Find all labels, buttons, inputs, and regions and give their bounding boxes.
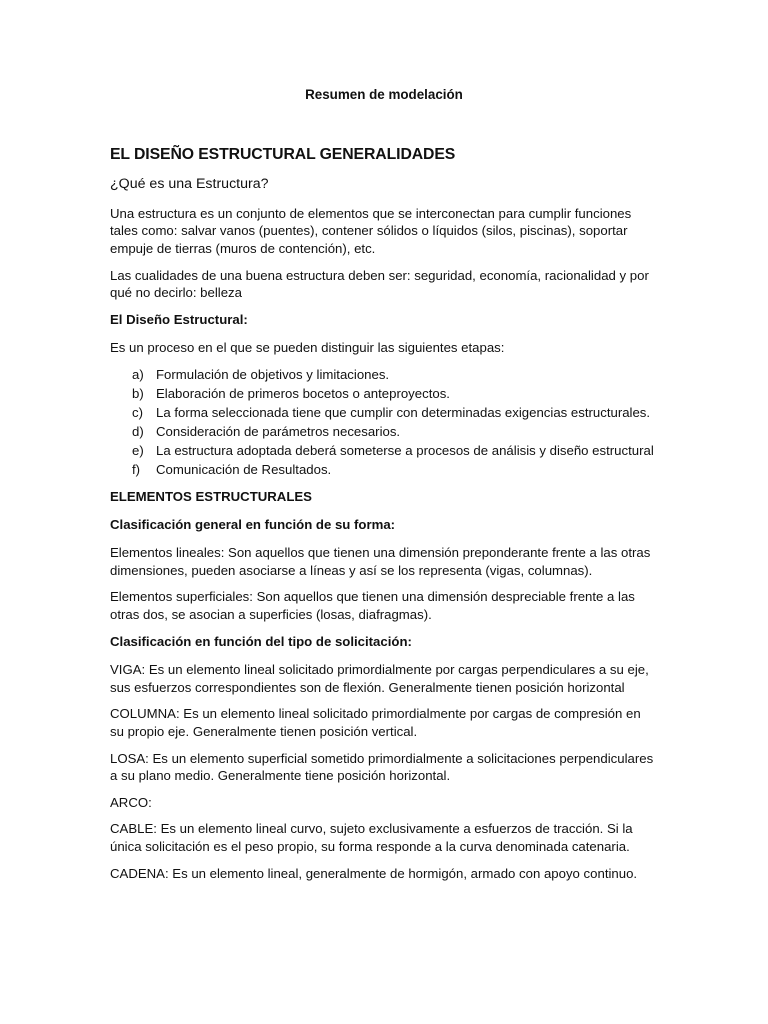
list-item-text: Formulación de objetivos y limitaciones.: [156, 366, 390, 382]
paragraph-arco: ARCO:: [110, 794, 152, 810]
list-item-text: La forma seleccionada tiene que cumplir con determinadas exigencias estructurales.: [156, 405, 651, 421]
list-item: [132, 423, 658, 441]
elements-heading: ELEMENTOS ESTRUCTURALES: [110, 489, 312, 504]
stages-list: [110, 366, 658, 479]
paragraph-losa: LOSA: Es un elemento superficial sometido primordialmente a solicitaciones perpendiculares a su plano medio. Generalmente tiene posición horizontal.: [110, 750, 654, 784]
list-marker: b): [132, 386, 144, 402]
list-item: [132, 366, 658, 384]
section-heading: EL DISEÑO ESTRUCTURAL GENERALIDADES: [110, 145, 456, 163]
list-item-text: La estructura adoptada deberá someterse a procesos de análisis y diseño estructural: [156, 443, 654, 459]
list-item-text: Consideración de parámetros necesarios.: [156, 424, 401, 440]
list-item-text: Elaboración de primeros bocetos o anteproyectos.: [156, 386, 450, 402]
load-classification-heading: Clasificación en función del tipo de solicitación:: [110, 633, 412, 649]
list-marker: f): [132, 462, 141, 478]
document-title: Resumen de modelación: [305, 87, 463, 102]
design-intro: Es un proceso en el que se pueden distinguir las siguientes etapas:: [110, 340, 505, 356]
list-marker: c): [132, 405, 143, 421]
paragraph-viga: VIGA: Es un elemento lineal solicitado primordialmente por cargas perpendiculares a su eje, sus esfuerzos correspondientes son de flexión. Generalmente tienen posición horizontal: [110, 662, 649, 695]
list-item: [132, 442, 658, 460]
paragraph-linear-elements: Elementos lineales: Son aquellos que tienen una dimensión preponderante frente a las otras dimensiones, pueden asociarse a líneas y así se los representa (vigas, columnas).: [110, 545, 651, 578]
document-page: [110, 86, 658, 891]
paragraph-surface-elements: Elementos superficiales: Son aquellos que tienen una dimensión despreciable frente a las otras dos, se asocian a superficies (losas, diafragmas).: [110, 589, 635, 622]
paragraph-qualities: Las cualidades de una buena estructura deben ser: seguridad, economía, racionalidad y por qué no decirlo: belleza: [110, 267, 649, 301]
list-item: [132, 385, 658, 403]
paragraph-columna: COLUMNA: Es un elemento lineal solicitado primordialmente por cargas de compresión en su propio eje. Generalmente tienen posición vertical.: [110, 706, 641, 739]
design-heading: El Diseño Estructural:: [110, 311, 248, 327]
paragraph-cadena: CADENA: Es un elemento lineal, generalmente de hormigón, armado con apoyo continuo.: [110, 865, 638, 881]
paragraph-cable: CABLE: Es un elemento lineal curvo, sujeto exclusivamente a esfuerzos de tracción. Si la única solicitación es el peso propio, su forma responde a la curva denominada catenaria.: [110, 821, 633, 854]
paragraph-definition: Una estructura es un conjunto de elementos que se interconectan para cumplir funciones tales como: salvar vanos (puentes), contener sólidos o líquidos (silos, piscinas), soportar empuje de tierras (muros de contención), etc.: [110, 205, 632, 256]
list-item-text: Comunicación de Resultados.: [156, 462, 332, 478]
list-item: [132, 461, 658, 479]
list-marker: d): [132, 424, 144, 440]
form-classification-heading: Clasificación general en función de su forma:: [110, 516, 396, 532]
list-marker: e): [132, 443, 144, 459]
list-item: [132, 404, 658, 422]
list-marker: a): [132, 366, 144, 382]
question-heading: ¿Qué es una Estructura?: [110, 176, 269, 193]
